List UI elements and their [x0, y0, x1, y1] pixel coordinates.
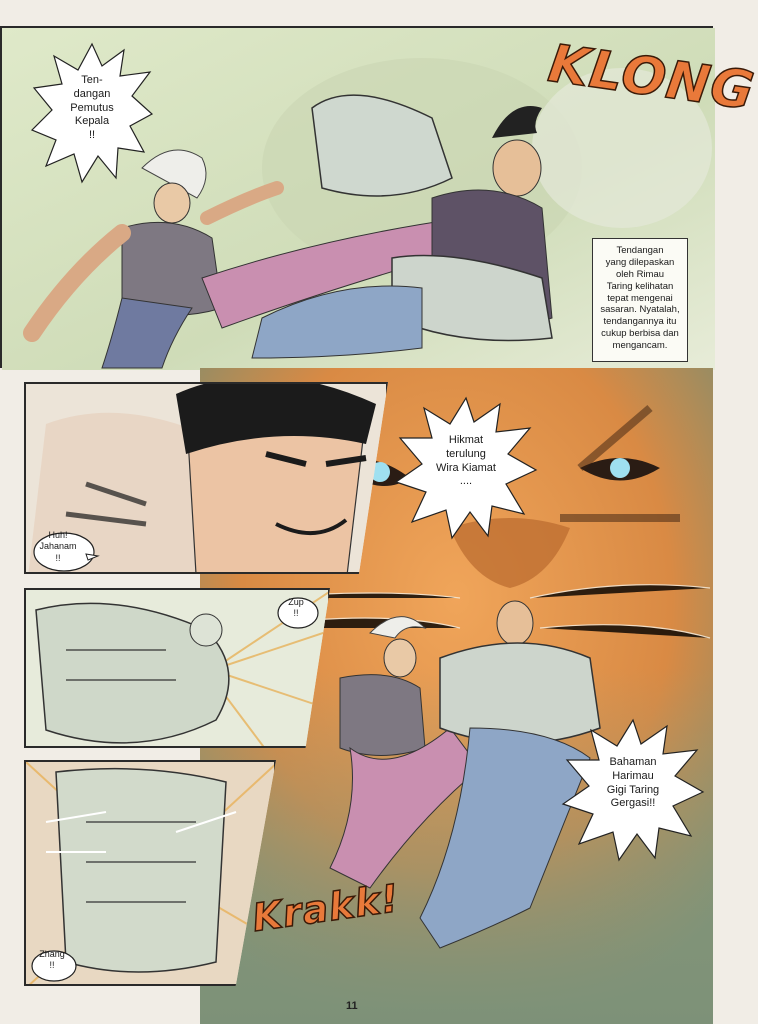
panel-kick — [0, 26, 758, 368]
sfx-krakk: Krakk! — [249, 875, 403, 941]
sfx-klong: KLONG — [544, 33, 758, 123]
bubble-text-hikmat: Hikmat terulung Wira Kiamat .... — [436, 434, 496, 488]
bubble-text-zup: Zup !! — [288, 597, 304, 619]
page-number: 11 — [346, 1000, 358, 1012]
bubble-text-kick-name: Ten- dangan Pemutus Kepala !! — [70, 74, 114, 141]
bubble-text-zhang: Zhang !! — [39, 949, 65, 971]
bubble-text-bahaman: Bahaman Harimau Gigi Taring Gergasi!! — [606, 756, 660, 810]
caption-box: Tendangan yang dilepaskan oleh Rimau Taring kelihatan tepat mengenai sasaran. Nyatalah, tendangannya itu cukup berbisa dan mengancam. — [592, 238, 688, 362]
bubble-text-huh: Huh! Jahanam !! — [39, 530, 77, 563]
